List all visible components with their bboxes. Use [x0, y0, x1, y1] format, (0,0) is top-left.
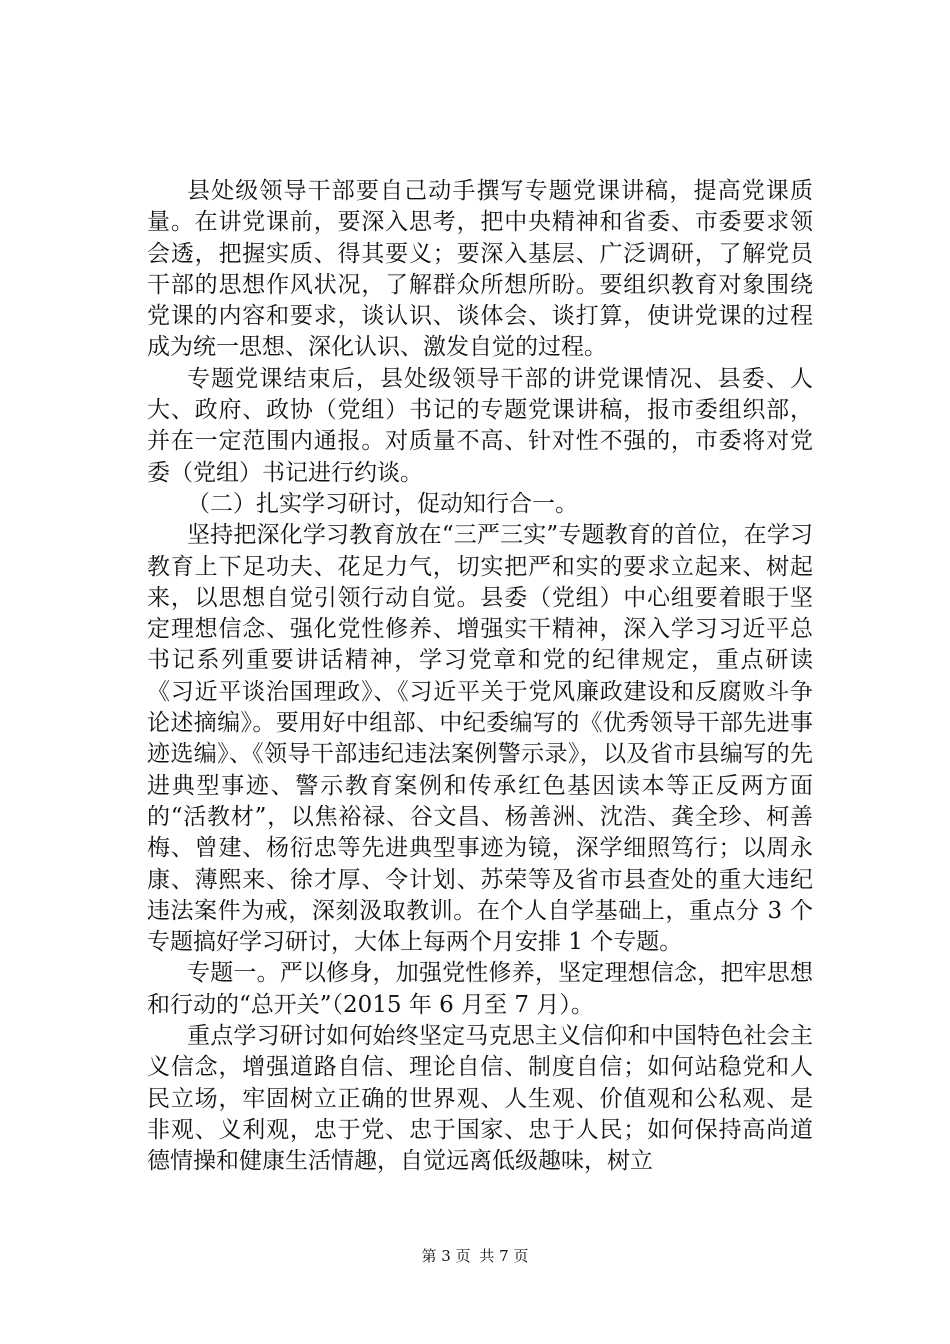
- page-footer: [0, 1245, 950, 1266]
- document-body: [147, 176, 813, 1178]
- paragraph-2: 专题党课结束后，县处级领导干部的讲党课情况、县委、人大、政府、政协（党组）书记的专题党课讲稿，报市委组织部，并在一定范围内通报。对质量不高、针对性不强的，市委将对党委（党组）书记进行约谈。: [147, 365, 813, 486]
- paragraph-1: 县处级领导干部要自己动手撰写专题党课讲稿，提高党课质量。在讲党课前，要深入思考，把中央精神和省委、市委要求领会透，把握实质、得其要义；要深入基层、广泛调研，了解党员干部的思想作风状况，了解群众所想所盼。要组织教育对象围绕党课的内容和要求，谈认识、谈体会、谈打算，使讲党课的过程成为统一思想、深化认识、激发自觉的过程。: [147, 178, 813, 361]
- page-number: 第 3 页: [421, 1247, 471, 1265]
- paragraph-3: 坚持把深化学习教育放在“三严三实”专题教育的首位，在学习教育上下足功夫、花足力气，切实把严和实的要求立起来、树起来，以思想自觉引领行动自觉。县委（党组）中心组要着眼于坚定理想信念、强化党性修养、增强实干精神，深入学习习近平总书记系列重要讲话精神，学习党章和党的纪律规定，重点研读《习近平谈治国理政》、《习近平关于党风廉政建设和反腐败斗争论述摘编》。要用好中组部、中纪委编写的《优秀领导干部先进事迹选编》、《领导干部违纪违法案例警示录》，以及省市县编写的先进典型事迹、警示教育案例和传承红色基因读本等正反两方面的“活教材”，以焦裕禄、谷文昌、杨善洲、沈浩、龚全珍、柯善梅、曾建、杨衍忠等先进典型事迹为镜，深学细照笃行；以周永康、薄熙来、徐才厚、令计划、苏荣等及省市县查处的重大违纪违法案件为戒，深刻汲取教训。在个人自学基础上，重点分 3 个专题搞好学习研讨，大体上每两个月安排 1 个专题。: [147, 522, 813, 956]
- topic-heading: 专题一。严以修身，加强党性修养，坚定理想信念，把牢思想和行动的“总开关”（2015 年 6 月至 7 月）。: [147, 960, 813, 1018]
- paragraph-4: 重点学习研讨如何始终坚定马克思主义信仰和中国特色社会主义信念，增强道路自信、理论自信、制度自信；如何站稳党和人民立场，牢固树立正确的世界观、人生观、价值观和公私观、是非观、义利观，忠于党、忠于国家、忠于人民；如何保持高尚道德情操和健康生活情趣，自觉远离低级趣味，树立: [147, 1023, 813, 1175]
- section-heading: （二）扎实学习研讨，促动知行合一。: [187, 490, 578, 517]
- page-total: 共 7 页: [479, 1247, 529, 1265]
